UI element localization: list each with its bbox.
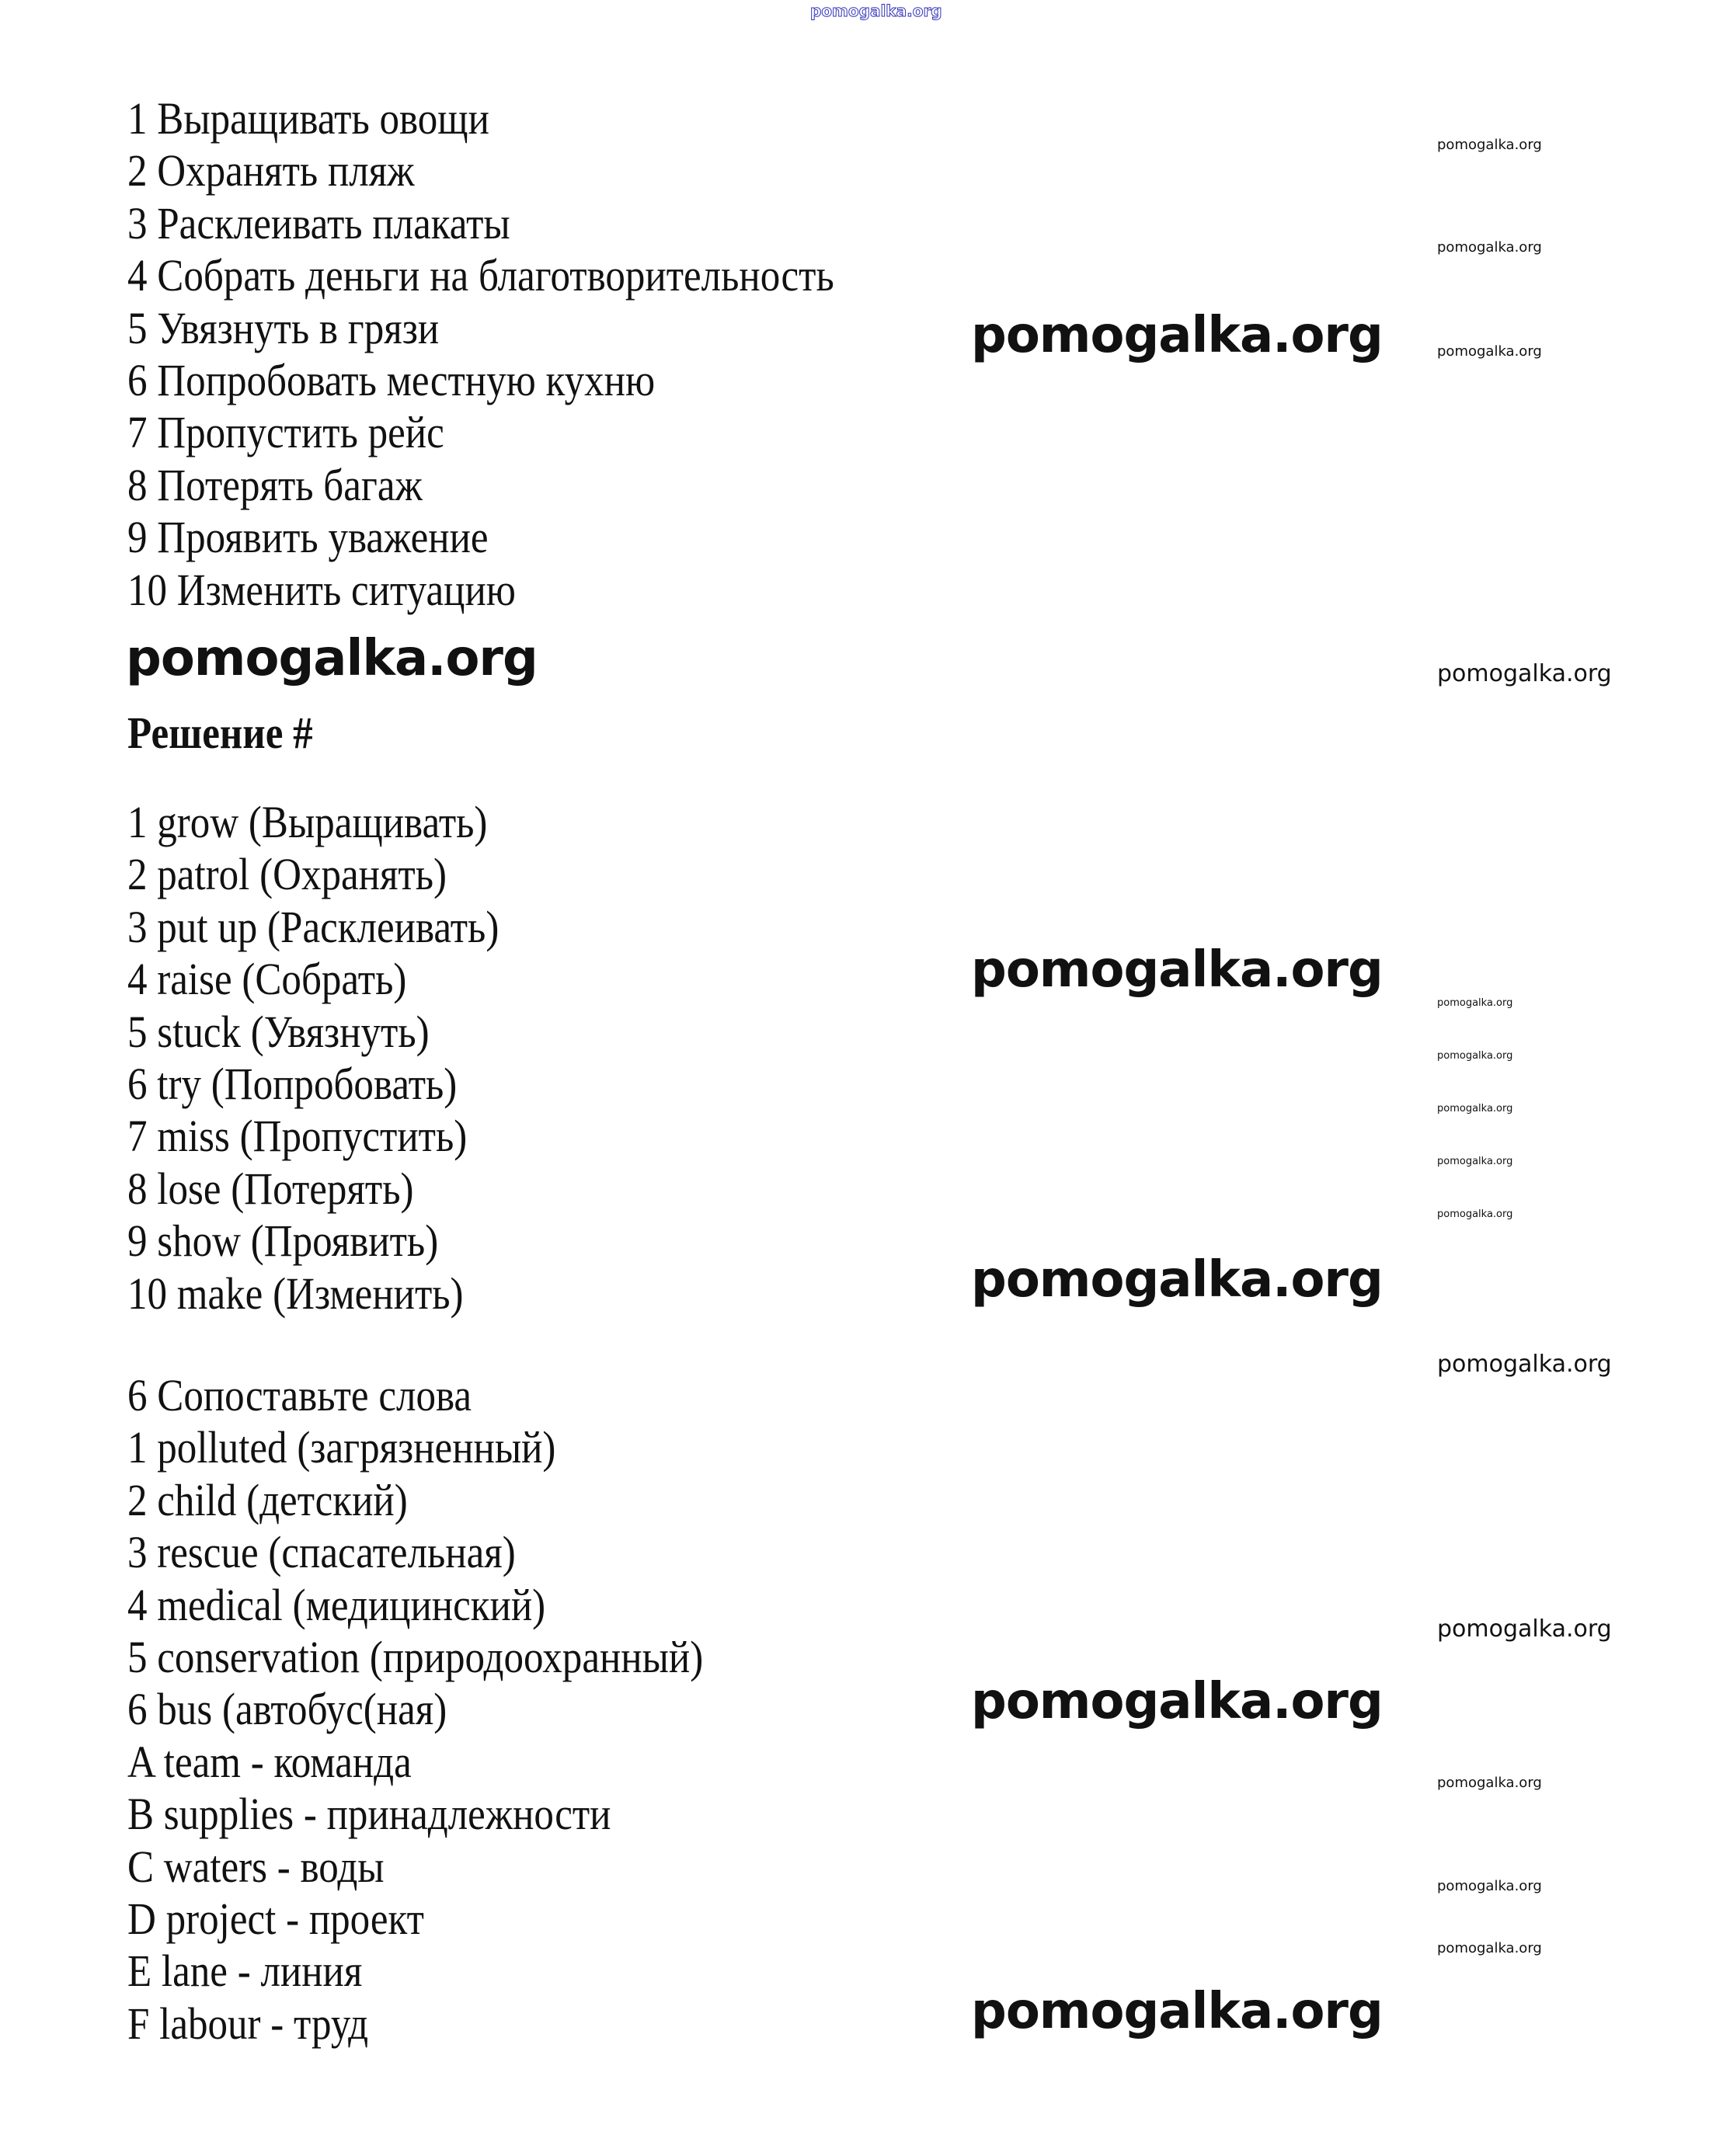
solution-list-item: 3 put up (Расклеивать): [127, 901, 499, 952]
watermark: pomogalka.org: [971, 307, 1383, 364]
watermark: pomogalka.org: [1437, 1103, 1513, 1115]
task-list-item: 4 Собрать деньги на благотворительность: [127, 250, 834, 301]
watermark: pomogalka.org: [1437, 1208, 1513, 1220]
watermark: pomogalka.org: [971, 1251, 1383, 1309]
match-list-item: E lane - линия: [127, 1946, 363, 1997]
task-list-item: 6 Попробовать местную кухню: [127, 355, 656, 405]
match-list-item: B supplies - принадлежности: [127, 1789, 611, 1840]
watermark: pomogalka.org: [971, 941, 1383, 999]
watermark: pomogalka.org: [1437, 137, 1542, 153]
watermark: pomogalka.org: [126, 630, 538, 687]
solution-list-item: 9 show (Проявить): [127, 1215, 439, 1267]
solution-list-item: 5 stuck (Увязнуть): [127, 1006, 430, 1057]
solution-list-item: 2 patrol (Охранять): [127, 849, 447, 900]
watermark: pomogalka.org: [1437, 997, 1513, 1009]
watermark: pomogalka.org: [1437, 1615, 1612, 1643]
watermark: pomogalka.org: [1437, 343, 1542, 360]
match-list-item: F labour - труд: [127, 1998, 369, 2049]
solution-list-item: 4 raise (Собрать): [127, 954, 407, 1005]
solution-heading: Решение #: [127, 708, 313, 758]
solution-list-item: 6 try (Попробовать): [127, 1059, 458, 1109]
watermark: pomogalka.org: [1437, 1940, 1542, 1956]
task-list-item: 7 Пропустить рейс: [127, 407, 444, 458]
watermark: pomogalka.org: [1437, 1775, 1542, 1791]
watermark: pomogalka.org: [1437, 239, 1542, 256]
watermark: pomogalka.org: [1437, 1050, 1513, 1062]
watermark: pomogalka.org: [810, 2, 942, 20]
watermark: pomogalka.org: [1437, 1878, 1542, 1894]
task-list-item: 5 Увязнуть в грязи: [127, 302, 440, 353]
solution-list-item: 7 miss (Пропустить): [127, 1111, 468, 1162]
solution-list-item: 1 grow (Выращивать): [127, 797, 488, 847]
match-list-item: 6 bus (автобус(ная): [127, 1684, 447, 1735]
match-list-item: 3 rescue (спасательная): [127, 1527, 516, 1578]
match-list-item: 1 polluted (загрязненный): [127, 1422, 556, 1473]
watermark: pomogalka.org: [971, 1983, 1383, 2040]
solution-list-item: 8 lose (Потерять): [127, 1163, 414, 1214]
task-list-item: 1 Выращивать овощи: [127, 93, 489, 144]
watermark: pomogalka.org: [971, 1673, 1383, 1730]
match-list-item: C waters - воды: [127, 1841, 385, 1892]
watermark: pomogalka.org: [1437, 1156, 1513, 1167]
match-list-item: D project - проект: [127, 1893, 424, 1944]
match-list-item: 6 Сопоставьте слова: [127, 1370, 472, 1421]
watermark: pomogalka.org: [1437, 1351, 1612, 1378]
task-list-item: 9 Проявить уважение: [127, 512, 489, 563]
watermark: pomogalka.org: [1437, 660, 1612, 687]
solution-list-item: 10 make (Изменить): [127, 1268, 464, 1319]
match-list-item: 5 conservation (природоохранный): [127, 1632, 704, 1682]
match-list-item: 2 child (детский): [127, 1474, 408, 1525]
task-list-item: 8 Потерять багаж: [127, 459, 423, 510]
task-list-item: 3 Расклеивать плакаты: [127, 197, 510, 249]
task-list-item: 2 Охранять пляж: [127, 145, 415, 196]
match-list-item: A team - команда: [127, 1736, 412, 1787]
match-list-item: 4 medical (медицинский): [127, 1579, 546, 1630]
task-list-item: 10 Изменить ситуацию: [127, 564, 516, 615]
